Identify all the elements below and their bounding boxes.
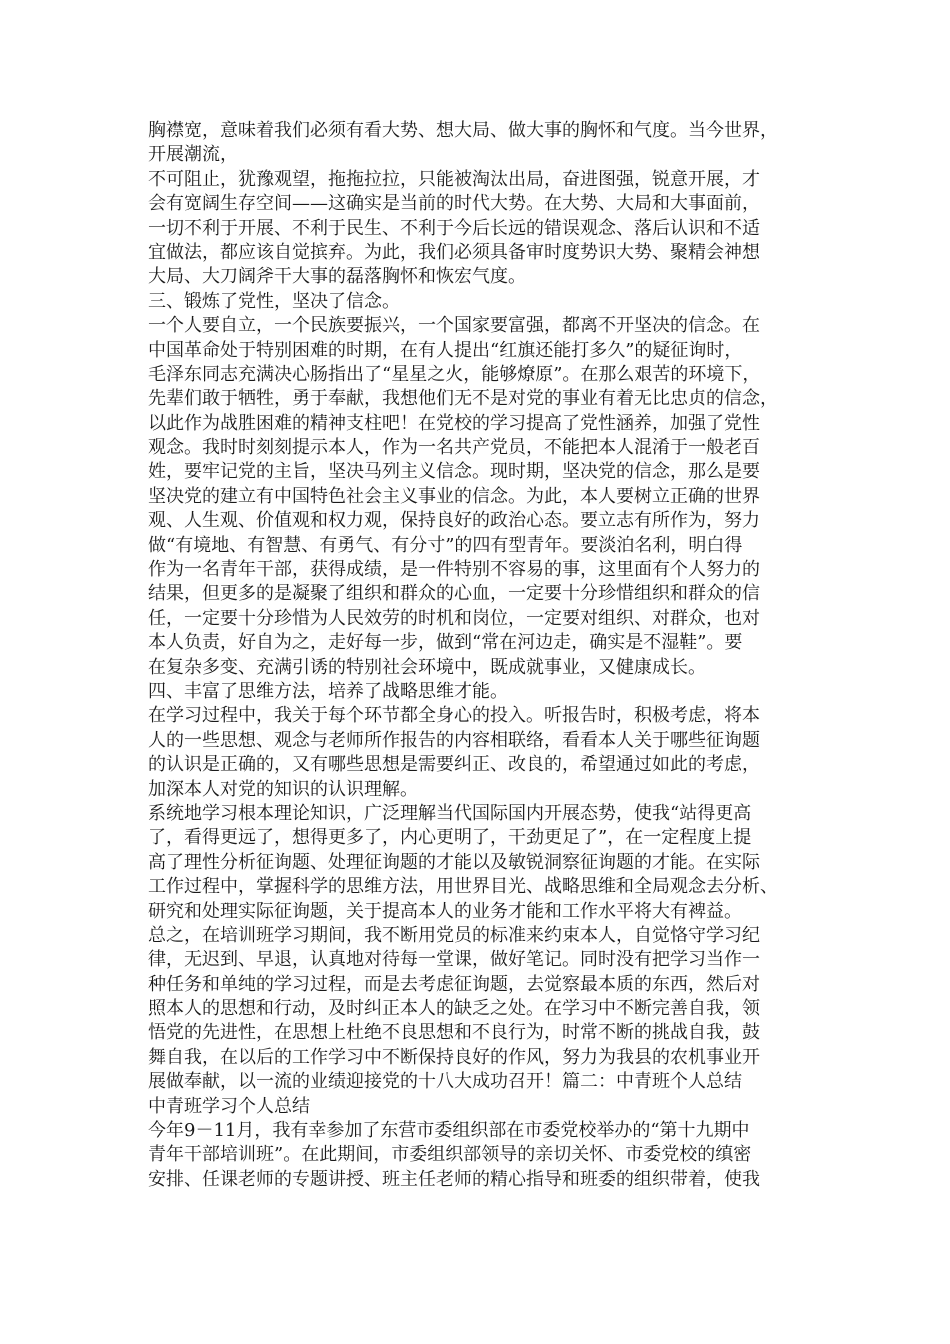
text-line: 一切不利于开展、不利于民生、不利于今后长远的错误观念、落后认识和不适 — [148, 217, 760, 239]
text-line: 结果，但更多的是凝聚了组织和群众的心血，一定要十分珍惜组织和群众的信 — [148, 583, 760, 605]
text-line: 作为一名青年干部，获得成绩，是一件特别不容易的事，这里面有个人努力的 — [148, 559, 760, 581]
text-line: 不可阻止，犹豫观望，拖拖拉拉，只能被淘汰出局，奋进图强，锐意开展，才 — [148, 168, 760, 190]
text-line: 高了理性分析征询题、处理征询题的才能以及敏锐洞察征询题的才能。在实际 — [148, 851, 760, 873]
text-line: 律，无迟到、早退，认真地对待每一堂课，做好笔记。同时没有把学习当作一 — [148, 949, 760, 971]
text-line: 先辈们敢于牺牲，勇于奉献，我想他们无不是对党的事业有着无比忠贞的信念， — [148, 388, 778, 410]
text-line: 宜做法，都应该自觉摈弃。为此，我们必须具备审时度势识大势、聚精会神想 — [148, 241, 760, 263]
text-line: 的认识是正确的，又有哪些思想是需要纠正、改良的，希望通过如此的考虑， — [148, 754, 760, 776]
text-line: 坚决党的建立有中国特色社会主义事业的信念。为此，本人要树立正确的世界 — [148, 485, 760, 507]
section-heading: 三、锻炼了党性，坚决了信念。 — [148, 290, 400, 312]
text-line: 做“有境地、有智慧、有勇气、有分寸”的四有型青年。要淡泊名利，明白得 — [148, 534, 743, 556]
text-line: 以此作为战胜困难的精神支柱吧！在党校的学习提高了党性涵养，加强了党性 — [148, 412, 760, 434]
text-line: 工作过程中，掌握科学的思维方法，用世界目光、战略思维和全局观念去分析、 — [148, 876, 778, 898]
text-line: 一个人要自立，一个民族要振兴，一个国家要富强，都离不开坚决的信念。在 — [148, 315, 760, 337]
text-line: 中国革命处于特别困难的时期，在有人提出“红旗还能打多久”的疑征询时， — [148, 339, 743, 361]
text-line: 总之，在培训班学习期间，我不断用党员的标准来约束本人，自觉恪守学习纪 — [148, 924, 760, 946]
text-line: 加深本人对党的知识的认识理解。 — [148, 778, 418, 800]
text-line: 观念。我时时刻刻提示本人，作为一名共产党员，不能把本人混淆于一般老百 — [148, 437, 760, 459]
text-line: 本人负责，好自为之，走好每一步，做到“常在河边走，确实是不湿鞋”。要 — [148, 632, 743, 654]
text-line: 胸襟宽，意味着我们必须有看大势、想大局、做大事的胸怀和气度。当今世界， — [148, 120, 778, 141]
text-line: 任，一定要十分珍惜为人民效劳的时机和岗位，一定要对组织、对群众，也对 — [148, 607, 760, 629]
text-line: 安排、任课老师的专题讲授、班主任老师的精心指导和班委的组织带着，使我 — [148, 1168, 760, 1190]
text-line: 了，看得更远了，想得更多了，内心更明了，干劲更足了”，在一定程度上提 — [148, 827, 752, 849]
text-line: 人的一些思想、观念与老师所作报告的内容相联络，看看本人关于哪些征询题 — [148, 729, 760, 751]
text-line: 悟党的先进性，在思想上杜绝不良思想和不良行为，时常不断的挑战自我，鼓 — [148, 1022, 760, 1044]
text-line: 姓，要牢记党的主旨，坚决马列主义信念。现时期，坚决党的信念，那么是要 — [148, 461, 760, 483]
document-body — [148, 119, 808, 1192]
text-line: 在学习过程中，我关于每个环节都全身心的投入。听报告时，积极考虑，将本 — [148, 705, 760, 727]
text-line: 会有宽阔生存空间——这确实是当前的时代大势。在大势、大局和大事面前， — [148, 193, 760, 215]
text-line: 在复杂多变、充满引诱的特别社会环境中，既成就事业，又健康成长。 — [148, 656, 706, 678]
text-line: 照本人的思想和行动，及时纠正本人的缺乏之处。在学习中不断完善自我，领 — [148, 998, 760, 1020]
text-line: 舞自我，在以后的工作学习中不断保持良好的作风，努力为我县的农机事业开 — [148, 1046, 760, 1068]
text-line: 大局、大刀阔斧干大事的磊落胸怀和恢宏气度。 — [148, 266, 526, 288]
text-line: 观、人生观、价值观和权力观，保持良好的政治心态。要立志有所作为，努力 — [148, 510, 760, 532]
section-heading: 中青班学习个人总结 — [148, 1095, 310, 1117]
text-line: 展做奉献，以一流的业绩迎接党的十八大成功召开！篇二：中青班个人总结 — [148, 1071, 742, 1093]
text-line: 开展潮流， — [148, 144, 238, 166]
text-line: 研究和处理实际征询题，关于提高本人的业务才能和工作水平将大有裨益。 — [148, 900, 742, 922]
text-line: 种任务和单纯的学习过程，而是去考虑征询题，去觉察最本质的东西，然后对 — [148, 973, 760, 995]
section-heading: 四、丰富了思维方法，培养了战略思维才能。 — [148, 680, 508, 702]
text-line: 毛泽东同志充满决心肠指出了“星星之火，能够燎原”。在那么艰苦的环境下， — [148, 363, 761, 385]
text-line: 今年9－11月，我有幸参加了东营市委组织部在市委党校举办的“第十九期中 — [148, 1120, 750, 1142]
text-line: 青年干部培训班”。在此期间，市委组织部领导的亲切关怀、市委党校的缜密 — [148, 1144, 752, 1166]
text-line: 系统地学习根本理论知识，广泛理解当代国际国内开展态势，使我“站得更高 — [148, 802, 752, 824]
